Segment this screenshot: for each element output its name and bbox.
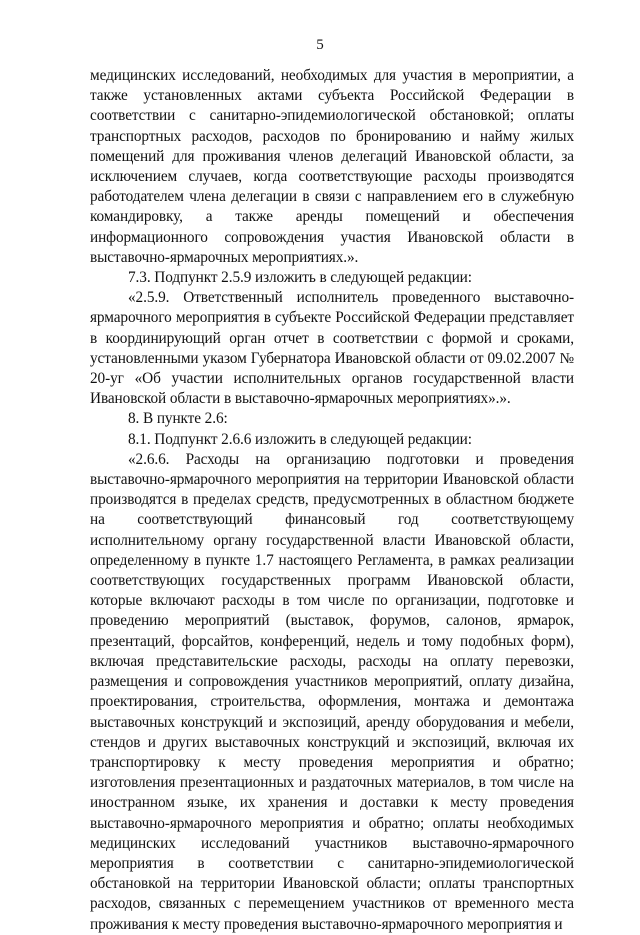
paragraph-2-6-6: «2.6.6. Расходы на организацию подготовки и проведения выставочно-ярмарочного мероприятия на территории Ивановской области производятся в пределах средств, предусмотренных в областном бюджете на соответствующий финансовый год соответствующему исполнительному органу государственной власти Ивановской области, определенному в пункте 1.7 настоящего Регламента, в рамках реализации соответствующих государственных программ Ивановской области, которые включают расходы в том числе по организации, подготовке и проведению мероприятий (выставок, форумов, салонов, ярмарок, презентаций, форсайтов, конференций, недель и тому подобных форм), включая представительские расходы, расходы на оплату перевозки, размещения и сопровождения участников мероприятий, оплату дизайна, проектирования, строительства, оформления, монтажа и демонтажа выставочных конструкций и экспозиций, аренду оборудования и мебели, стендов и других выставочных конструкций и экспозиций, включая их транспортировку к месту проведения мероприятия и обратно; изготовления презентационных и раздаточных материалов, в том числе на иностранном языке, их хранения и доставки к месту проведения выставочно-ярмарочного мероприятия и обратно; оплаты необходимых медицинских исследований участников выставочно-ярмарочного мероприятия в соответствии с санитарно-эпидемиологической обстановкой на территории Ивановской области; оплаты транспортных расходов, связанных с перемещением участников от временного места проживания к месту проведения выставочно-ярмарочного мероприятия и bbox=[90, 450, 574, 933]
paragraph-8: 8. В пункте 2.6: bbox=[128, 410, 228, 428]
paragraph-7-3: 7.3. Подпункт 2.5.9 изложить в следующей редакции: bbox=[128, 269, 472, 287]
paragraph-continuation: медицинских исследований, необходимых для участия в мероприятии, а также установленных актами субъекта Российской Федерации в соответствии с санитарно-эпидемиологической обстановкой; оплаты транспортных расходов, расходов по бронированию и найму жилых помещений для проживания членов делегаций Ивановской области, за исключением случаев, когда соответствующие расходы производятся работодателем члена делегации в связи с направлением его в служебную командировку, а также аренды помещений и обеспечения информационного сопровождения участия Ивановской области в выставочно-ярмарочных мероприятиях.». bbox=[90, 67, 574, 266]
paragraph-2-5-9: «2.5.9. Ответственный исполнитель проведенного выставочно-ярмарочного мероприятия в субъекте Российской Федерации представляет в координирующий орган отчет в соответствии с формой и сроками, установленными указом Губернатора Ивановской области от 09.02.2007 № 20-уг «Об участии исполнительных органов государственной власти Ивановской области в выставочно-ярмарочных мероприятиях».». bbox=[90, 289, 574, 408]
page-number: 5 bbox=[316, 37, 324, 53]
paragraph-8-1: 8.1. Подпункт 2.6.6 изложить в следующей редакции: bbox=[128, 430, 472, 448]
document-body bbox=[90, 66, 574, 935]
